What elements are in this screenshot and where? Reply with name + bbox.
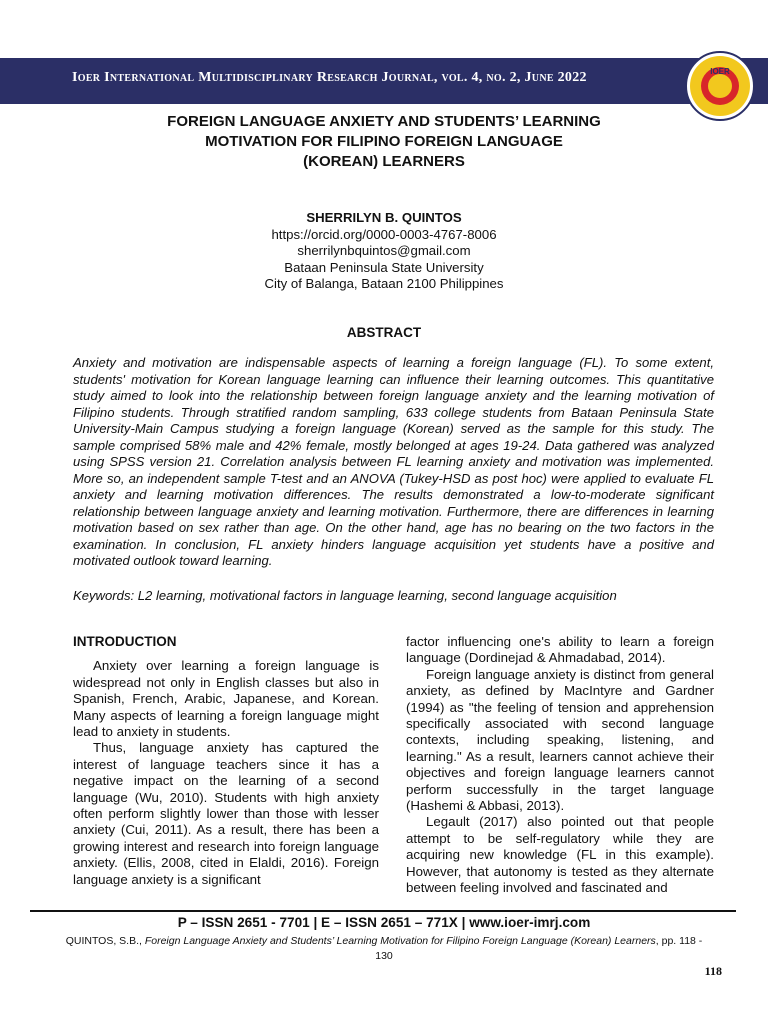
introduction-heading: INTRODUCTION	[73, 634, 177, 649]
page-number: 118	[704, 964, 722, 978]
left-column	[73, 634, 379, 888]
author-block	[70, 210, 698, 293]
keywords: Keywords: L2 learning, motivational factors in language learning, second language acquisition	[73, 588, 617, 603]
paper-title-line-1: FOREIGN LANGUAGE ANXIETY AND STUDENTS’ LEARNING	[167, 113, 601, 130]
right-column	[406, 634, 714, 897]
author-name: SHERRILYN B. QUINTOS	[306, 210, 462, 225]
intro-paragraph-2: Thus, language anxiety has captured the interest of language teachers since it has a negative impact on the learning of a second language (Wu, 2010). Students with high anxiety often perform slightly lower than those with lesser anxiety (Cui, 2011). As a result, there has been a growing interest and research into foreign language anxiety. (Ellis, 2008, cited in Elaldi, 2016). Foreign language anxiety is a significant	[73, 740, 379, 887]
citation-author: QUINTOS, S.B.,	[65, 935, 145, 947]
intro-paragraph-1: Anxiety over learning a foreign language is widespread not only in English classes but also in Spanish, French, Arabic, Japanese, and Korean. Many aspects of learning a foreign language might lead to anxiety in students.	[73, 658, 379, 740]
citation-title: Foreign Language Anxiety and Students’ Learning Motivation for Filipino Foreign Language (Korean) Learners	[144, 935, 656, 947]
intro-paragraph-4: Foreign language anxiety is distinct from general anxiety, as defined by MacIntyre and Gardner (1994) as "the feeling of tension and apprehension specifically associated with second language contexts, including speaking, listening, and learning." As a result, learners cannot achieve their objectives and foreign language learners cannot perform successfully in the target language (Hashemi & Abbasi, 2013).	[406, 666, 714, 814]
journal-title: Ioer International Multidisciplinary Research Journal, vol. 4, no. 2, June 2022	[72, 70, 587, 85]
abstract-heading: ABSTRACT	[346, 325, 422, 340]
author-affiliation: Bataan Peninsula State University	[284, 259, 484, 275]
svg-text:IOER: IOER	[710, 67, 730, 76]
author-email-link[interactable]: sherrilynbquintos@gmail.com	[297, 243, 471, 259]
citation-pages: , pp. 118 - 130	[375, 935, 703, 962]
author-address: City of Balanga, Bataan 2100 Philippines	[264, 276, 504, 292]
paper-title	[70, 112, 698, 172]
footer-citation	[60, 934, 708, 964]
intro-paragraph-3: factor influencing one's ability to learn a foreign language (Dordinejad & Ahmadabad, 2014).	[406, 634, 714, 666]
abstract-text: Anxiety and motivation are indispensable aspects of learning a foreign language (FL). To some extent, students' motivation for Korean language learning can influence their learning outcomes. This quantitative study aimed to look into the relationship between foreign language anxiety and the learning motivation of Filipino students. Through stratified random sampling, 633 college students from Bataan Peninsula State University-Main Campus studying a foreign language (Korean) served as the sample for this study. The sample comprised 58% male and 42% female, mostly belonged at ages 19-24. Data gathered was analyzed using SPSS version 21. Correlation analysis between FL learning anxiety and motivation was implemented. More so, an independent sample T-test and an ANOVA (Tukey-HSD as post hoc) were applied to evaluate FL anxiety and learning motivation differences. The results demonstrated a low-to-moderate significant relationship between language anxiety and learning motivation. Furthermore, there are differences in learning motivation based on sex rather than age. On the other hand, age has no bearing on the two factors in the examination. In conclusion, FL anxiety hinders language acquisition yet students have a positive and motivated outlook toward learning.	[73, 355, 714, 568]
paper-title-line-2: MOTIVATION FOR FILIPINO FOREIGN LANGUAGE	[205, 133, 563, 150]
footer-issn: P – ISSN 2651 - 7701 | E – ISSN 2651 – 771X | www.ioer-imrj.com	[177, 915, 591, 930]
footer-divider	[30, 910, 736, 912]
paper-title-line-3: (KOREAN) LEARNERS	[303, 153, 465, 170]
intro-paragraph-5: Legault (2017) also pointed out that people attempt to be self-regulatory while they are acquiring new knowledge (FL in this example). However, that autonomy is tested as they alternate between feeling involved and fascinated and	[406, 814, 714, 896]
author-orcid-link[interactable]: https://orcid.org/0000-0003-4767-8006	[271, 226, 497, 242]
